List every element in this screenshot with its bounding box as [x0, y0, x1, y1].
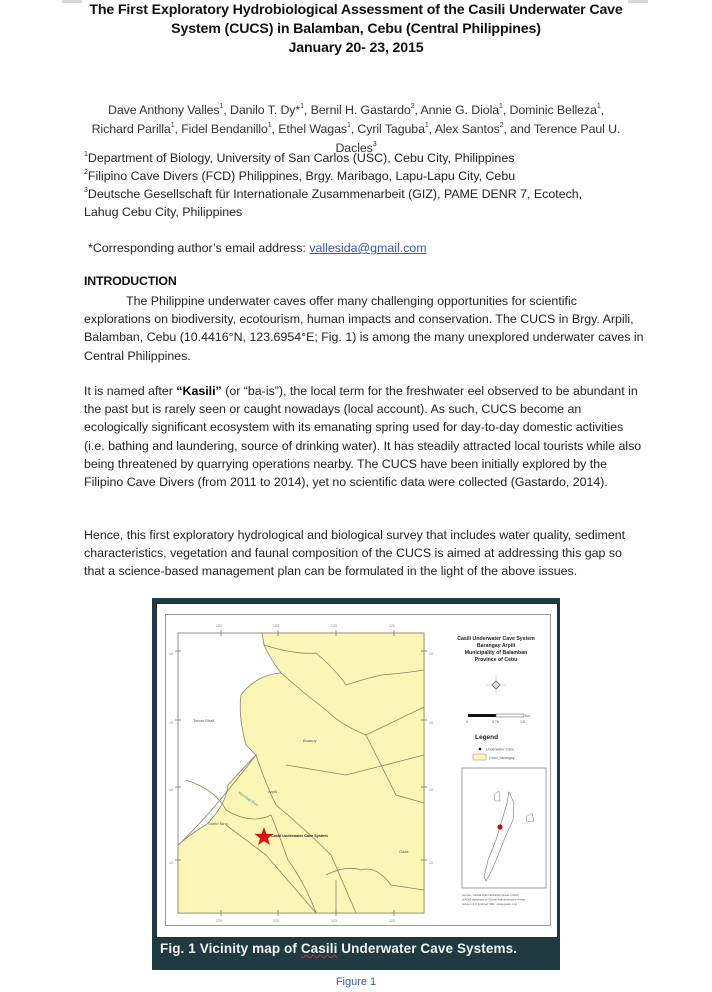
figure-label[interactable]: Figure 1 — [335, 976, 377, 988]
lat-tick-label: 10 — [429, 861, 433, 865]
caption-text-end: Underwater Cave Systems. — [337, 941, 518, 956]
tick-label: 123 — [331, 624, 337, 628]
separator: , — [600, 103, 604, 117]
affiliation-number: 3 — [84, 187, 88, 194]
tick-label: 123 — [331, 919, 337, 923]
legend-barangay-swatch — [473, 754, 486, 760]
map-title-line: Barangay Arpili — [476, 643, 516, 649]
legend-item: Underwater Cave — [486, 747, 514, 752]
author-name: Richard Parilla — [91, 122, 171, 136]
caption-text: Fig. 1 Vicinity map of — [160, 941, 301, 956]
label-santo-nino: Santo Nino — [208, 821, 228, 826]
affiliation-text: Filipino Cave Divers (FCD) Philippines, Brgy. Maribago, Lapu-Lapu City, Cebu — [87, 169, 516, 183]
lat-tick-label: 10 — [429, 652, 433, 656]
figure-1 — [152, 598, 560, 970]
section-heading-introduction: INTRODUCTION — [84, 274, 177, 288]
correspondence-label: *Corresponding author’s email address: — [88, 241, 310, 255]
lat-tick-label: 10 — [169, 788, 173, 792]
figure-image — [156, 603, 558, 938]
paragraph-2-text-cont: (or “ba-is”), the local term for the freshwater eel observed to be abundant in the past but is rarely seen or caught nowadays (local account). As such, CUCS become an ecologically significant ecosystem with its emanating spring used for day-to-day domestic activities (i.e. bathing and laundering, source of drinking water). It has steadily attracted local tourists while also being threatened by quarrying operations nearby. The CUCS have been initially explored by the Filipino Cave Divers (from 2011 to 2014), yet no scientific data were collected (Gastardo, 2014). — [84, 384, 642, 490]
caption-spellcheck-word: Casili — [300, 941, 338, 956]
affiliation-1 — [84, 149, 644, 167]
label-gaas: Gaas — [399, 849, 409, 854]
lat-tick-label: 10 — [429, 721, 433, 725]
author-name: Dacles — [335, 141, 373, 155]
tick-label: 123 — [389, 624, 395, 628]
lat-tick-label: 10 — [169, 721, 173, 725]
title-line-1: The First Exploratory Hydrobiological Assessment of the Casili Underwater Cave — [89, 2, 623, 18]
affiliation-text: Lahug Cebu City, Philippines — [84, 205, 243, 219]
label-cave: Casili Underwater Cave System — [271, 834, 328, 838]
tick-label: 123 — [389, 919, 395, 923]
paragraph-2-text: It is named after — [84, 384, 177, 398]
tick-label: 123 — [216, 919, 222, 923]
label-river: Municipal River — [237, 790, 260, 808]
affiliation-2 — [84, 167, 644, 185]
author-name: , Fidel Bendanillo — [174, 122, 268, 136]
figure-caption — [160, 941, 517, 956]
paragraph-1-text: The Philippine underwater caves offer many challenging opportunities for scientific explorations on biodiversity, ecotourism, human impacts and conservation. The CUCS in Brgy. Arpili, Balamban, Cebu (10.4416°N, 123.6954°E; Fig. 1) is among the many unexplored underwater caves in Central Philippines. — [84, 294, 644, 363]
paragraph-3-text: Hence, this first exploratory hydrological and biological survey that includes water quality, sediment characteristics, vegetation and faunal composition of the CUCS is aimed at addressing this gap so that a science-based management plan can be formulated in the light of the above issues. — [84, 528, 626, 579]
paragraph-2 — [84, 382, 644, 491]
affiliation-number: 2 — [84, 169, 88, 176]
scale-label: 0 — [466, 720, 468, 724]
author-name: , Annie G. Diola — [414, 103, 500, 117]
scale-label: 1.5 — [520, 720, 525, 724]
author-name: , Bernil H. Gastardo — [303, 103, 411, 117]
scale-unit: Km — [525, 714, 530, 718]
affiliation-marker: 1 — [300, 103, 304, 110]
inset-location-marker-icon — [497, 824, 502, 829]
tick-label: 123 — [273, 919, 279, 923]
scale-label: 0.75 — [492, 720, 499, 724]
map-title-line: Casili Underwater Cave System — [457, 636, 535, 642]
paragraph-1 — [84, 292, 644, 365]
label-buanoy: Buanoy — [303, 738, 317, 743]
affiliation-text: Deutsche Gesellschaft für Internationale Zusammenarbeit (GIZ), PAME DENR 7, Ecotech, — [87, 187, 583, 201]
affiliation-marker: 1 — [170, 122, 175, 129]
legend-item: Cebu_barangay — [489, 756, 515, 760]
tick-label: 123 — [216, 624, 222, 628]
author-name: , Cyril Taguba — [350, 122, 425, 136]
author-name: , Danilo T. Dy* — [223, 103, 301, 117]
author-name: , Ethel Wagas — [271, 122, 347, 136]
title-line-2: System (CUCS) in Balamban, Cebu (Central Philippines) — [171, 21, 541, 37]
north-arrow-icon — [486, 675, 506, 695]
correspondence — [88, 239, 427, 257]
title-date: January 20- 23, 2015 — [288, 40, 424, 56]
map-title-line: Municipality of Balamban — [464, 650, 528, 656]
lat-tick-label: 10 — [169, 861, 173, 865]
affiliations — [84, 149, 644, 221]
affiliation-marker: 1 — [346, 122, 351, 129]
affiliation-3 — [84, 185, 644, 203]
author-name: , and Terence Paul U. — [503, 122, 621, 136]
map-title — [457, 636, 535, 663]
author-name: Dave Anthony Valles — [108, 103, 220, 117]
affiliation-marker: 3 — [372, 141, 377, 148]
source-line: version 2.0. [online] URL: www.gadm.org. — [462, 902, 518, 906]
paragraph-3 — [84, 526, 644, 581]
source-line: GADM database of Global Administrative Areas, — [462, 897, 526, 902]
lat-tick-label: 10 — [169, 652, 173, 656]
author-name: , Dominic Belleza — [502, 103, 597, 117]
affiliation-text: Department of Biology, University of San Carlos (USC), Cebu City, Philippines — [87, 151, 515, 165]
source-note — [462, 893, 526, 906]
scale-bar — [466, 714, 530, 724]
legend-title: Legend — [475, 734, 499, 741]
affiliation-marker: 1 — [596, 103, 601, 110]
map-frame — [165, 614, 551, 926]
affiliation-marker: 1 — [267, 122, 272, 129]
legend-cave-dot-icon — [479, 748, 482, 751]
affiliation-marker: 2 — [499, 122, 504, 129]
document-title — [0, 1, 712, 58]
kasili-term: “Kasili” — [176, 384, 222, 398]
author-name: , Alex Santos — [428, 122, 500, 136]
affiliation-marker: 2 — [410, 103, 415, 110]
vicinity-map — [166, 615, 550, 925]
affiliation-marker: 1 — [499, 103, 503, 110]
tick-label: 123 — [273, 624, 279, 628]
affiliation-3-cont — [84, 203, 644, 221]
affiliation-marker: 1 — [219, 103, 224, 110]
map-title-line: Province of Cebu — [474, 657, 518, 663]
label-arpili: Arpili — [268, 789, 277, 794]
source-line: source: Global Administrative Areas (2012). — [462, 893, 520, 897]
label-tanon-strait: Tanon Strait — [193, 718, 215, 723]
lat-tick-label: 10 — [429, 788, 433, 792]
affiliation-marker: 1 — [424, 122, 429, 129]
email-link[interactable]: vallesida@gmail.com — [309, 241, 427, 255]
affiliation-number: 1 — [84, 151, 88, 158]
